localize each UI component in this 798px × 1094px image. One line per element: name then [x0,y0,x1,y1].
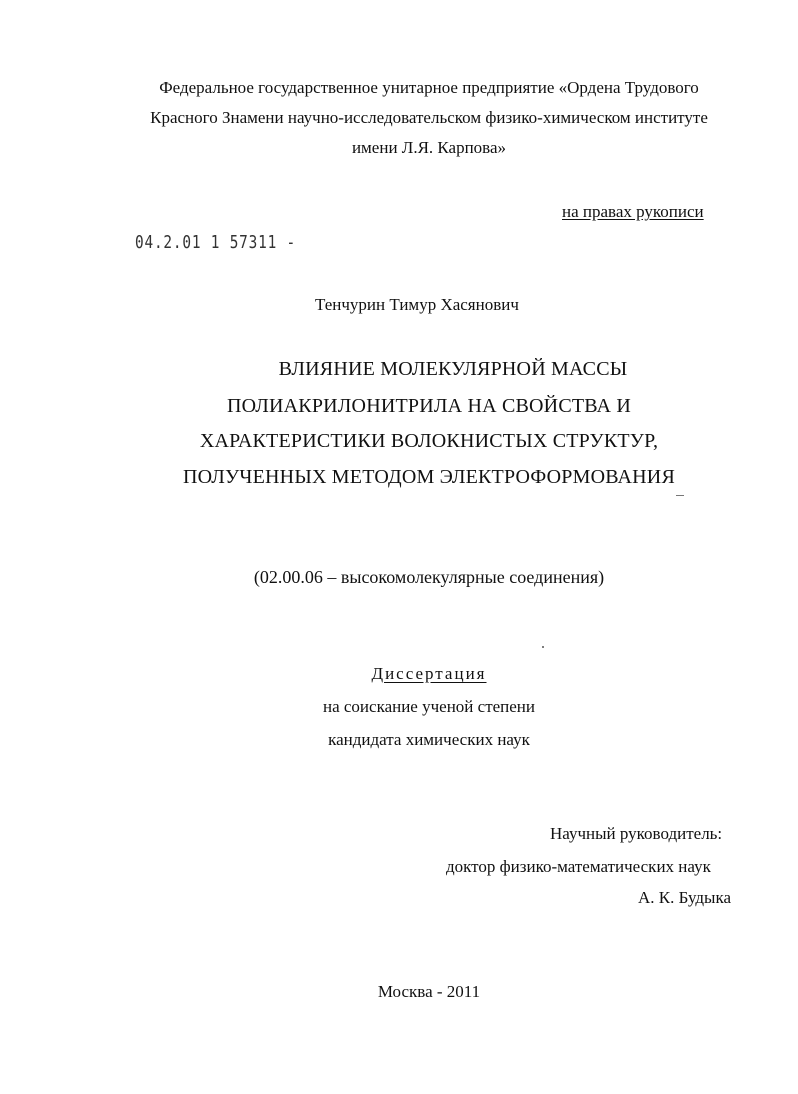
title-line-2: ПОЛИАКРИЛОНИТРИЛА НА СВОЙСТВА И [226,395,632,417]
title-line-4: ПОЛУЧЕННЫХ МЕТОДОМ ЭЛЕКТРОФОРМОВАНИЯ [183,466,675,488]
title-line-1: ВЛИЯНИЕ МОЛЕКУЛЯРНОЙ МАССЫ [278,358,628,380]
supervisor-label: Научный руководитель: [550,824,723,843]
scan-mark [676,495,684,496]
scan-dot [542,646,544,648]
dissertation-label: Диссертация [371,664,487,683]
institution-line-3: имени Л.Я. Карпова» [351,138,507,157]
speciality-code: (02.00.06 – высокомолекулярные соединения) [253,567,605,587]
title-line-3: ХАРАКТЕРИСТИКИ ВОЛОКНИСТЫХ СТРУКТУР, [199,430,659,452]
library-stamp-number: 04.2.01 1 57311 - [135,232,296,253]
degree-line-2: кандидата химических наук [328,730,530,749]
author-name: Тенчурин Тимур Хасянович [315,295,519,314]
city-year: Москва - 2011 [377,982,481,1001]
supervisor-degree: доктор физико-математических наук [446,857,711,876]
institution-line-1: Федеральное государственное унитарное предприятие «Ордена Трудового [159,78,699,97]
supervisor-name: А. К. Будыка [638,888,732,907]
manuscript-rights-note: на правах рукописи [562,202,704,221]
degree-line-1: на соискание ученой степени [322,697,536,716]
institution-line-2: Красного Знамени научно-исследовательском физико-химическом институте [150,108,708,127]
